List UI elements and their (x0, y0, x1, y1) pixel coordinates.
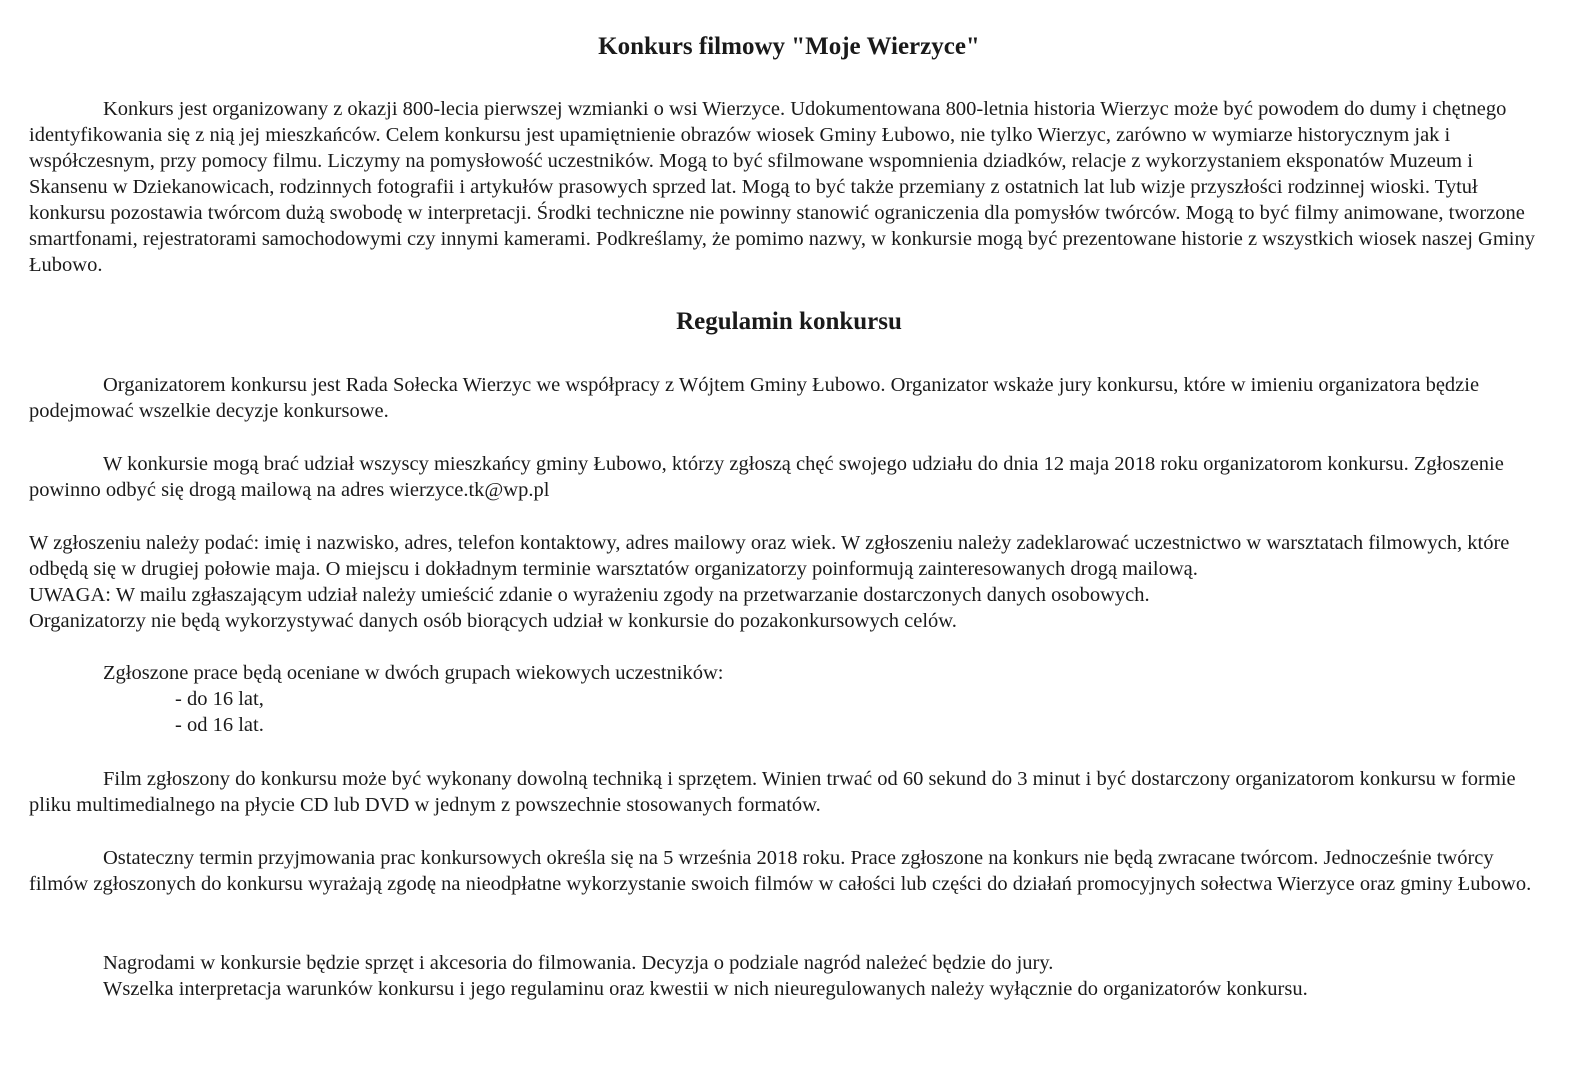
rules-privacy-text: Organizatorzy nie będą wykorzystywać danych osób biorących udział w konkursie do pozakonkursowych celów. (29, 610, 957, 632)
rules-heading: Regulamin konkursu (676, 308, 902, 335)
rules-deadline-paragraph: Ostateczny termin przyjmowania prac konkursowych określa się na 5 września 2018 roku. Prace zgłoszone na konkurs nie będą zwracane twórcom. Jednocześnie twórcy filmów zgłoszonych do konkursu wyrażają zgodę na nieodpłatne wykorzystanie swoich filmów w całości lub części do działań promocyjnych sołectwa Wierzyce oraz gminy Łubowo. (29, 847, 1532, 895)
rules-technique-paragraph: Film zgłoszony do konkursu może być wykonany dowolną techniką i sprzętem. Winien trwać od 60 sekund do 3 minut i być dostarczony organizatorom konkursu w formie pliku multimedialnego na płycie CD lub DVD w jednym z powszechnie stosowanych formatów. (29, 768, 1516, 816)
rules-eligibility-paragraph: W konkursie mogą brać udział wszyscy mieszkańcy gminy Łubowo, którzy zgłoszą chęć swojego udziału do dnia 12 maja 2018 roku organizatorom konkursu. Zgłoszenie powinno odbyć się drogą mailową na adres wierzyce.tk@wp.pl (29, 453, 1504, 501)
rules-final-block (29, 950, 1545, 1002)
rules-warning-text: UWAGA: W mailu zgłaszającym udział należy umieścić zdanie o wyrażeniu zgody na przetwarzanie dostarczonych danych osobowych. (29, 584, 1150, 606)
rules-application-block (29, 530, 1545, 634)
rules-organizer-paragraph: Organizatorem konkursu jest Rada Sołecka Wierzyc we współpracy z Wójtem Gminy Łubowo. Organizator wskaże jury konkursu, które w imieniu organizatora będzie podejmować wszelkie decyzje konkursowe. (29, 374, 1480, 422)
rules-interpretation-text: Wszelka interpretacja warunków konkursu i jego regulaminu oraz kwestii w nich nieuregulowanych należy wyłącznie do organizatorów konkursu. (103, 978, 1308, 1000)
list-item: - do 16 lat, (175, 688, 264, 710)
rules-application-text: W zgłoszeniu należy podać: imię i nazwisko, adres, telefon kontaktowy, adres mailowy oraz wiek. W zgłoszeniu należy zadeklarować uczestnictwo w warsztatach filmowych, które odbędą się w drugiej połowie maja. O miejscu i dokładnym terminie warsztatów organizatorzy poinformują zainteresowanych drogą mailową. (29, 532, 1510, 580)
rules-groups-block (29, 660, 1545, 738)
intro-paragraph: Konkurs jest organizowany z okazji 800-lecia pierwszej wzmianki o wsi Wierzyce. Udokumentowana 800-letnia historia Wierzyc może być powodem do dumy i chętnego identyfikowania się z nią jej mieszkańców. Celem konkursu jest upamiętnienie obrazów wiosek Gminy Łubowo, nie tylko Wierzyc, zarówno w wymiarze historycznym jak i współczesnym, przy pomocy filmu. Liczymy na pomysłowość uczestników. Mogą to być sfilmowane wspomnienia dziadków, relacje z wykorzystaniem eksponatów Muzeum i Skansenu w Dziekanowicach, rodzinnych fotografii i artykułów prasowych sprzed lat. Mogą to być także przemiany z ostatnich lat lub wizje przyszłości rodzinnej wioski. Tytuł konkursu pozostawia twórcom dużą swobodę w interpretacji. Środki techniczne nie powinny stanowić ograniczenia dla pomysłów twórców. Mogą to być filmy animowane, tworzone smartfonami, rejestratorami samochodowymi czy innymi kamerami. Podkreślamy, że pomimo nazwy, w konkursie mogą być prezentowane historie z wszystkich wiosek naszej Gminy Łubowo. (29, 98, 1535, 276)
rules-groups-intro: Zgłoszone prace będą oceniane w dwóch grupach wiekowych uczestników: (103, 662, 724, 684)
rules-prizes-text: Nagrodami w konkursie będzie sprzęt i akcesoria do filmowania. Decyzja o podziale nagród należeć będzie do jury. (103, 952, 1054, 974)
list-item: - od 16 lat. (175, 714, 264, 736)
page-title: Konkurs filmowy "Moje Wierzyce" (598, 33, 980, 60)
